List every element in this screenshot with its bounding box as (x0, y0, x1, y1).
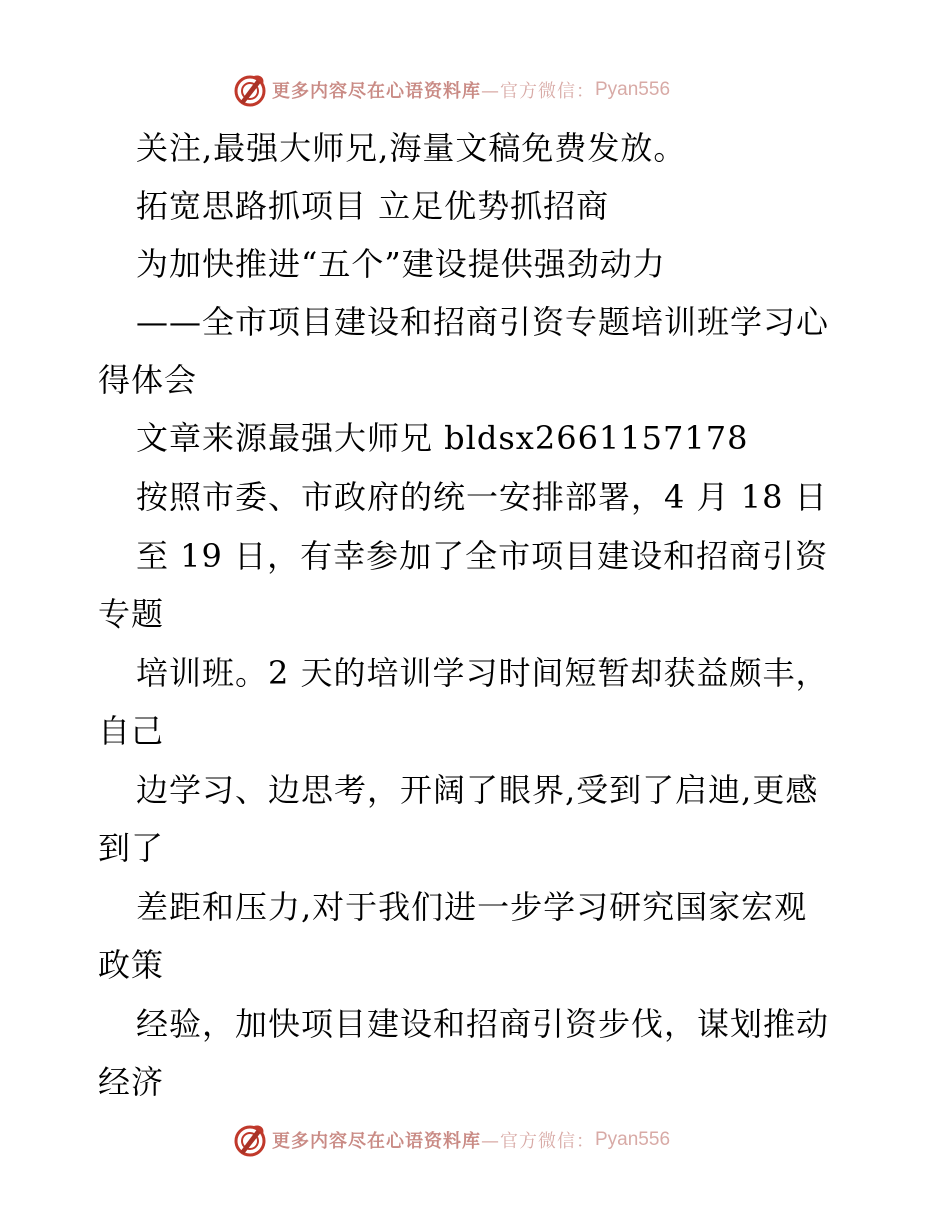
paragraph-line: 经验，加快项目建设和招商引资步伐，谋划推动 (136, 1005, 830, 1043)
paragraph-line: 培训班。2 天的培训学习时间短暂却获益颇丰， (136, 654, 829, 692)
paragraph-line: 文章来源最强大师兄 bldsx2661157178 (136, 419, 749, 457)
footer-banner (232, 1122, 712, 1158)
footer-wechat-label: —官方微信： (481, 1131, 595, 1152)
footer-wechat-id: Pyan556 (595, 1129, 671, 1150)
paragraph-line: ——全市项目建设和招商引资专题培训班学习心 (136, 303, 830, 341)
header-site-name: 更多内容尽在心语资料库 (272, 81, 481, 102)
header-wechat-id: Pyan556 (595, 79, 671, 100)
paragraph-line: 边学习、边思考，开阔了眼界,受到了启迪,更感 (136, 771, 819, 809)
paragraph-line: 拓宽思路抓项目 立足优势抓招商 (136, 187, 610, 225)
paragraph-line: 差距和压力,对于我们进一步学习研究国家宏观 (136, 888, 808, 926)
paragraph-line: 至 19 日，有幸参加了全市项目建设和招商引资 (136, 537, 829, 575)
paragraph-line: 专题 (98, 595, 165, 633)
paragraph-line: 为加快推进“五个”建设提供强劲动力 (136, 245, 666, 283)
footer-site-name: 更多内容尽在心语资料库 (272, 1131, 481, 1152)
paragraph-line: 得体会 (98, 361, 198, 399)
paragraph-line: 政策 (98, 946, 165, 984)
paragraph-line: 经济 (98, 1063, 165, 1101)
quill-logo-icon (232, 1122, 268, 1158)
paragraph-line: 自己 (98, 712, 165, 750)
paragraph-line: 关注,最强大师兄,海量文稿免费发放。 (136, 129, 687, 167)
header-wechat-label: —官方微信： (481, 81, 595, 102)
paragraph-line: 到了 (98, 829, 165, 867)
paragraph-line: 按照市委、市政府的统一安排部署，4 月 18 日 (136, 478, 828, 516)
